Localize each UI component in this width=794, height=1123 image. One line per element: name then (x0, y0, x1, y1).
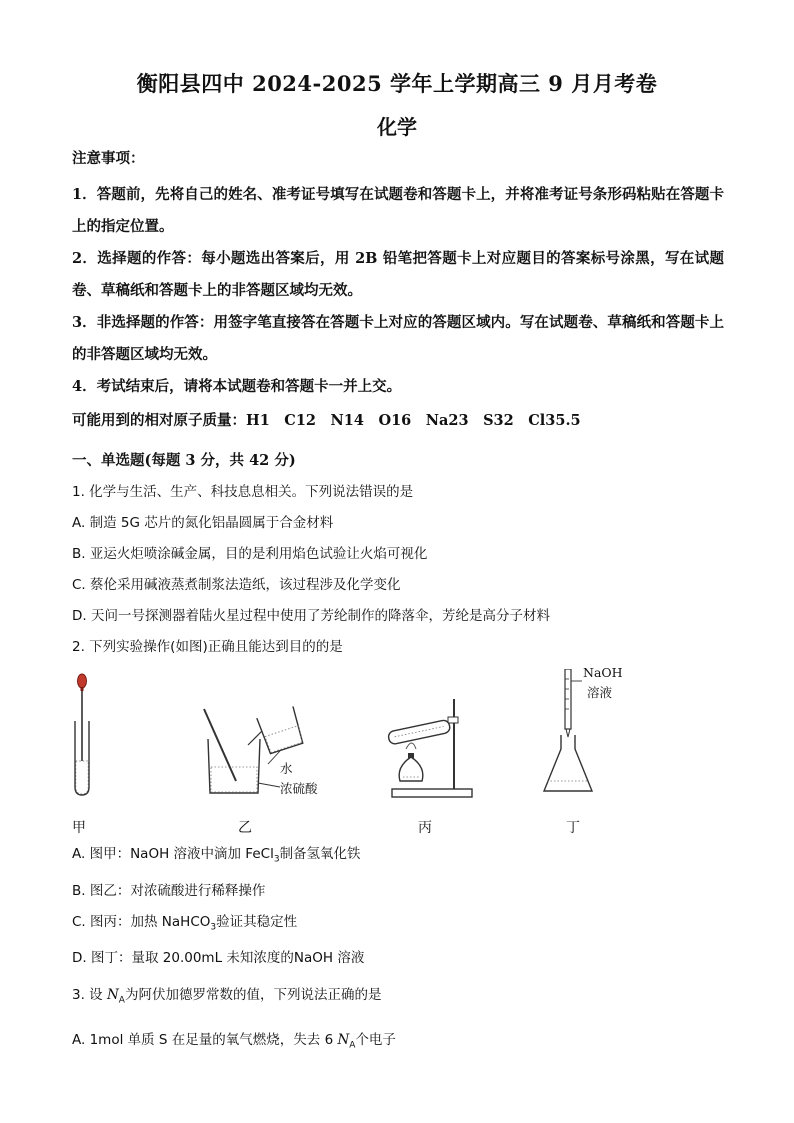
note-item-4: 4．考试结束后，请将本试题卷和答题卡一并上交。 (72, 378, 402, 395)
question-2-option-a: A. 图甲：NaOH 溶液中滴加 FeCl$_3$制备氢氧化铁 (72, 846, 361, 865)
exam-title: 衡阳县四中 2024-2025 学年上学期高三 9 月月考卷 (136, 71, 658, 96)
atomic-masses: 可能用到的相对原子质量：H1 C12 N14 O16 Na23 S32 Cl35.5 (72, 412, 581, 429)
question-3-stem: 3. 设 $N_A$为阿伏加德罗常数的值，下列说法正确的是 (72, 987, 382, 1007)
question-1-option-a: A. 制造 5G 芯片的氮化铝晶圆属于合金材料 (72, 515, 334, 531)
question-2-option-d: D. 图丁：量取 20.00mL 未知浓度的NaOH 溶液 (72, 950, 365, 967)
label-solution: 溶液 (587, 685, 613, 700)
label-concentrated-acid: 浓硫酸 (280, 781, 318, 796)
question-2-figures (72, 665, 724, 839)
label-water: 水 (280, 761, 293, 776)
note-item-1: 1．答题前，先将自己的姓名、准考证号填写在试题卷和答题卡上，并将准考证号条形码粘贴在答题卡上的指定位置。 (72, 186, 724, 235)
exam-subject: 化学 (377, 115, 417, 139)
question-1-option-b: B. 亚运火炬喷涂碱金属，目的是利用焰色试验让火焰可视化 (72, 546, 428, 562)
caption-bing: 丙 (418, 820, 432, 836)
caption-ding: 丁 (566, 820, 580, 836)
question-1-stem: 1. 化学与生活、生产、科技息息相关。下列说法错误的是 (72, 484, 414, 500)
figure-bing-heating-apparatus (384, 669, 494, 809)
section-heading: 一、单选题(每题 3 分，共 42 分) (72, 452, 296, 469)
question-2-option-c: C. 图丙：加热 NaHCO$_3$验证其稳定性 (72, 913, 298, 933)
question-2-option-b: B. 图乙：对浓硫酸进行稀释操作 (72, 882, 266, 899)
caption-yi: 乙 (238, 820, 252, 836)
label-naoh: NaOH (583, 665, 623, 680)
question-1-option-d: D. 天问一号探测器着陆火星过程中使用了芳纶制作的降落伞，芳纶是高分子材料 (72, 608, 550, 624)
caption-jia: 甲 (72, 820, 86, 836)
question-3-option-a: A. 1mol 单质 S 在足量的氧气燃烧，失去 6 $N_A$个电子 (72, 1032, 396, 1051)
notes-heading: 注意事项： (72, 150, 145, 167)
question-1-option-c: C. 蔡伦采用碱液蒸煮制浆法造纸，该过程涉及化学变化 (72, 577, 401, 593)
exam-content (72, 148, 724, 1062)
note-item-3: 3．非选择题的作答：用签字笔直接答在答题卡上对应的答题区域内。写在试题卷、草稿纸和答题卡上的非答题区域均无效。 (72, 314, 724, 363)
question-2-stem: 2. 下列实验操作(如图)正确且能达到目的的是 (72, 639, 343, 655)
note-item-2: 2．选择题的作答：每小题选出答案后，用 2B 铅笔把答题卡上对应题目的答案标号涂黑，写在试题卷、草稿纸和答题卡上的非答题区域均无效。 (72, 250, 724, 299)
figure-jia-test-tube (72, 669, 96, 809)
